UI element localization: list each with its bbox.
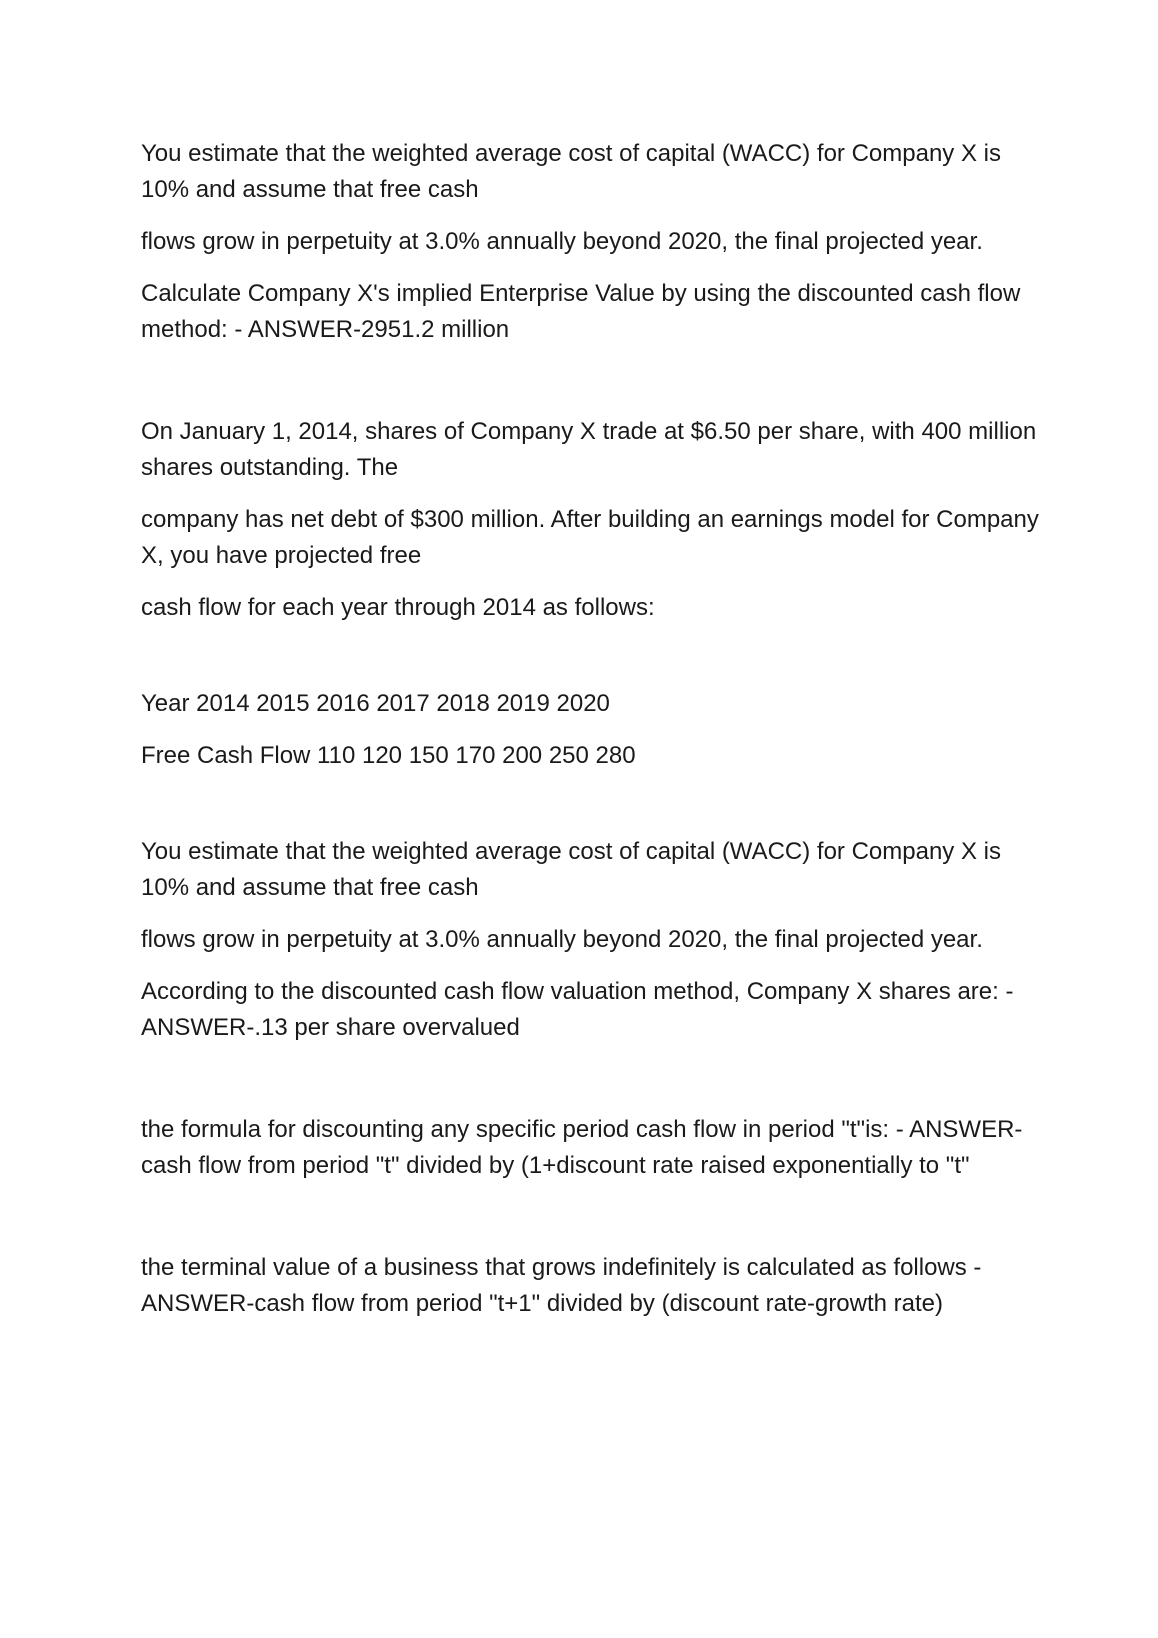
discount-formula-question: the formula for discounting any specific period cash flow in period "t"is: - ANSWER-cash flow from period "t" divided by (1+discount rate raised exponentially to "t" xyxy=(141,1116,1023,1179)
enterprise-value-question: Calculate Company X's implied Enterprise Value by using the discounted cash flow method: - ANSWER-2951.2 million xyxy=(141,280,1021,343)
cash-flow-intro-text: cash flow for each year through 2014 as follows: xyxy=(141,594,655,621)
share-price-text: On January 1, 2014, shares of Company X trade at $6.50 per share, with 400 million shares outstanding. The xyxy=(141,418,1037,481)
valuation-question: According to the discounted cash flow valuation method, Company X shares are: - ANSWER-.13 per share overvalued xyxy=(141,978,1014,1041)
spacer xyxy=(141,642,1041,686)
spacer xyxy=(141,1200,1041,1250)
year-row: Year 2014 2015 2016 2017 2018 2019 2020 xyxy=(141,690,610,717)
document-page xyxy=(141,136,1041,1338)
growth-assumption-text-2: flows grow in perpetuity at 3.0% annually beyond 2020, the final projected year. xyxy=(141,926,983,953)
wacc-assumption-text: You estimate that the weighted average cost of capital (WACC) for Company X is 10% and assume that free cash xyxy=(141,140,1001,203)
wacc-assumption-text-2: You estimate that the weighted average cost of capital (WACC) for Company X is 10% and assume that free cash xyxy=(141,838,1001,901)
growth-assumption-text: flows grow in perpetuity at 3.0% annually beyond 2020, the final projected year. xyxy=(141,228,983,255)
net-debt-text: company has net debt of $300 million. After building an earnings model for Company X, you have projected free xyxy=(141,506,1039,569)
spacer xyxy=(141,1062,1041,1112)
spacer xyxy=(141,790,1041,834)
free-cash-flow-row: Free Cash Flow 110 120 150 170 200 250 280 xyxy=(141,742,636,769)
spacer xyxy=(141,364,1041,414)
terminal-value-question: the terminal value of a business that grows indefinitely is calculated as follows - ANSWER-cash flow from period "t+1" divided by (discount rate-growth rate) xyxy=(141,1254,982,1317)
